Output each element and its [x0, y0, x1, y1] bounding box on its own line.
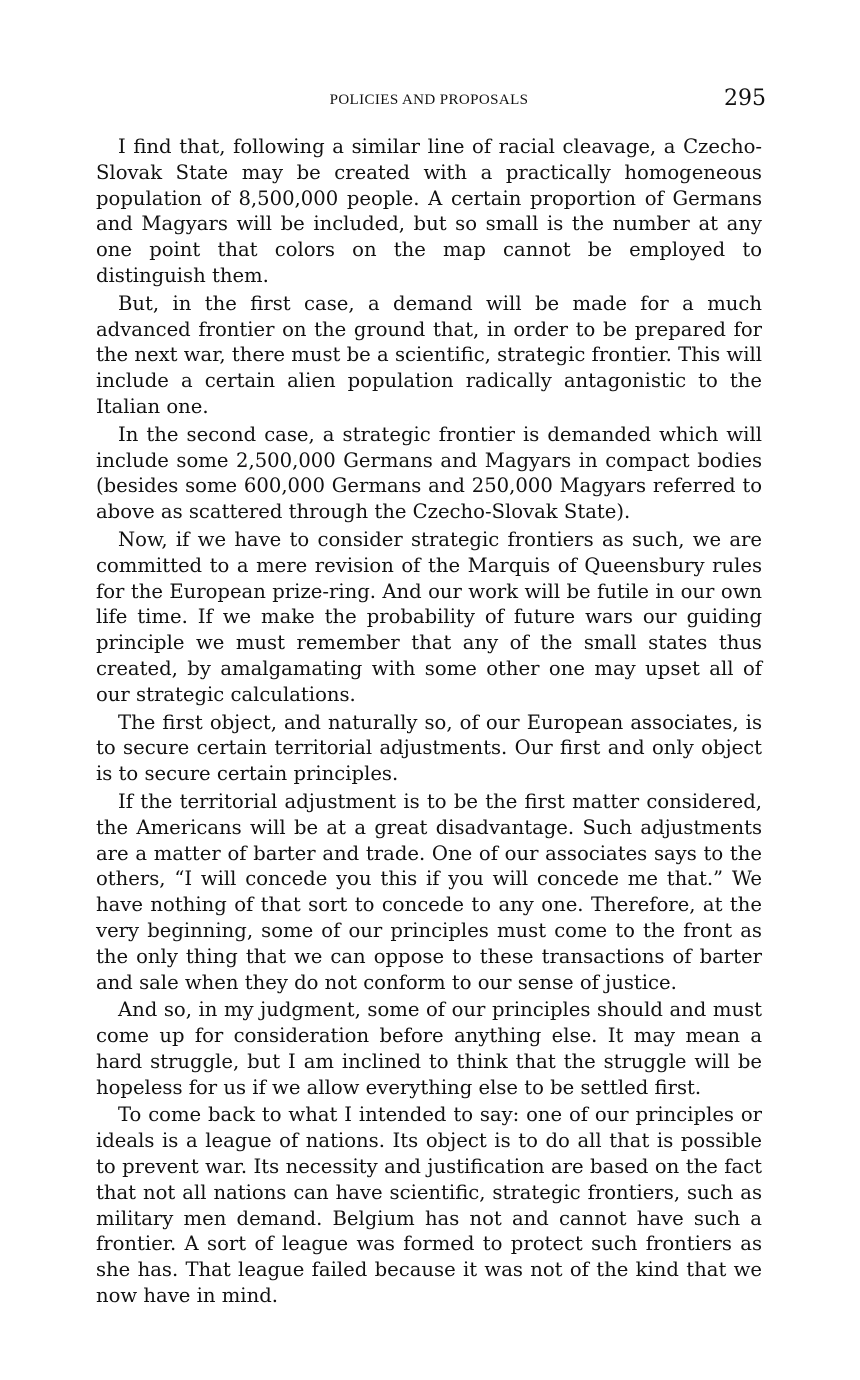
running-head	[96, 86, 766, 120]
page-number: 295	[724, 86, 766, 111]
body-text	[96, 134, 762, 1309]
book-page	[96, 86, 766, 1311]
paragraph-1: I find that, following a similar line of racial cleavage, a Czecho-Slovak State may be created with a practically homogeneous population of 8,500,000 people. A certain proportion of Germans and Magyars will be included, but so small is the number at any one point that colors on the map cannot be employed to distinguish them.	[96, 135, 762, 287]
paragraph-3: In the second case, a strategic frontier is demanded which will include some 2,500,000 Germans and Magyars in compact bodies (besides some 600,000 Germans and 250,000 Magyars referred to above as scattered through the Czecho-Slovak State).	[96, 422, 762, 524]
paragraph-8: To come back to what I intended to say: one of our principles or ideals is a league of nations. Its object is to do all that is possible to prevent war. Its necessity and justification are based on the fact that not all nations can have scientific, strategic frontiers, such as military men demand. Belgium has not and cannot have such a frontier. A sort of league was formed to protect such frontiers as she has. That league failed because it was not of the kind that we now have in mind.	[96, 1103, 762, 1308]
paragraph-6: If the territorial adjustment is to be the first matter considered, the Americans will be at a great disadvantage. Such adjustments are a matter of barter and trade. One of our associates says to the others, “I will concede you this if you will concede me that.” We have nothing of that sort to concede to any one. Therefore, at the very beginning, some of our principles must come to the front as the only thing that we can oppose to these transactions of barter and sale when they do not conform to our sense of justice.	[96, 789, 762, 994]
paragraph-5: The first object, and naturally so, of our European associates, is to secure certain territorial adjustments. Our first and only object is to secure certain principles.	[96, 710, 762, 786]
paragraph-7: And so, in my judgment, some of our principles should and must come up for consideration before anything else. It may mean a hard struggle, but I am inclined to think that the struggle will be hopeless for us if we allow everything else to be settled first.	[96, 998, 762, 1099]
paragraph-4: Now, if we have to consider strategic frontiers as such, we are committed to a mere revision of the Marquis of Queensbury rules for the European prize-ring. And our work will be futile in our own life time. If we make the probability of future wars our guiding principle we must remember that any of the small states thus created, by amalgamating with some other one may upset all of our strategic calculations.	[96, 527, 762, 706]
running-title: POLICIES AND PROPOSALS	[329, 92, 529, 108]
paragraph-2: But, in the first case, a demand will be made for a much advanced frontier on the ground that, in order to be prepared for the next war, there must be a scientific, strategic frontier. This will include a certain alien population radically antagonistic to the Italian one.	[96, 291, 762, 418]
